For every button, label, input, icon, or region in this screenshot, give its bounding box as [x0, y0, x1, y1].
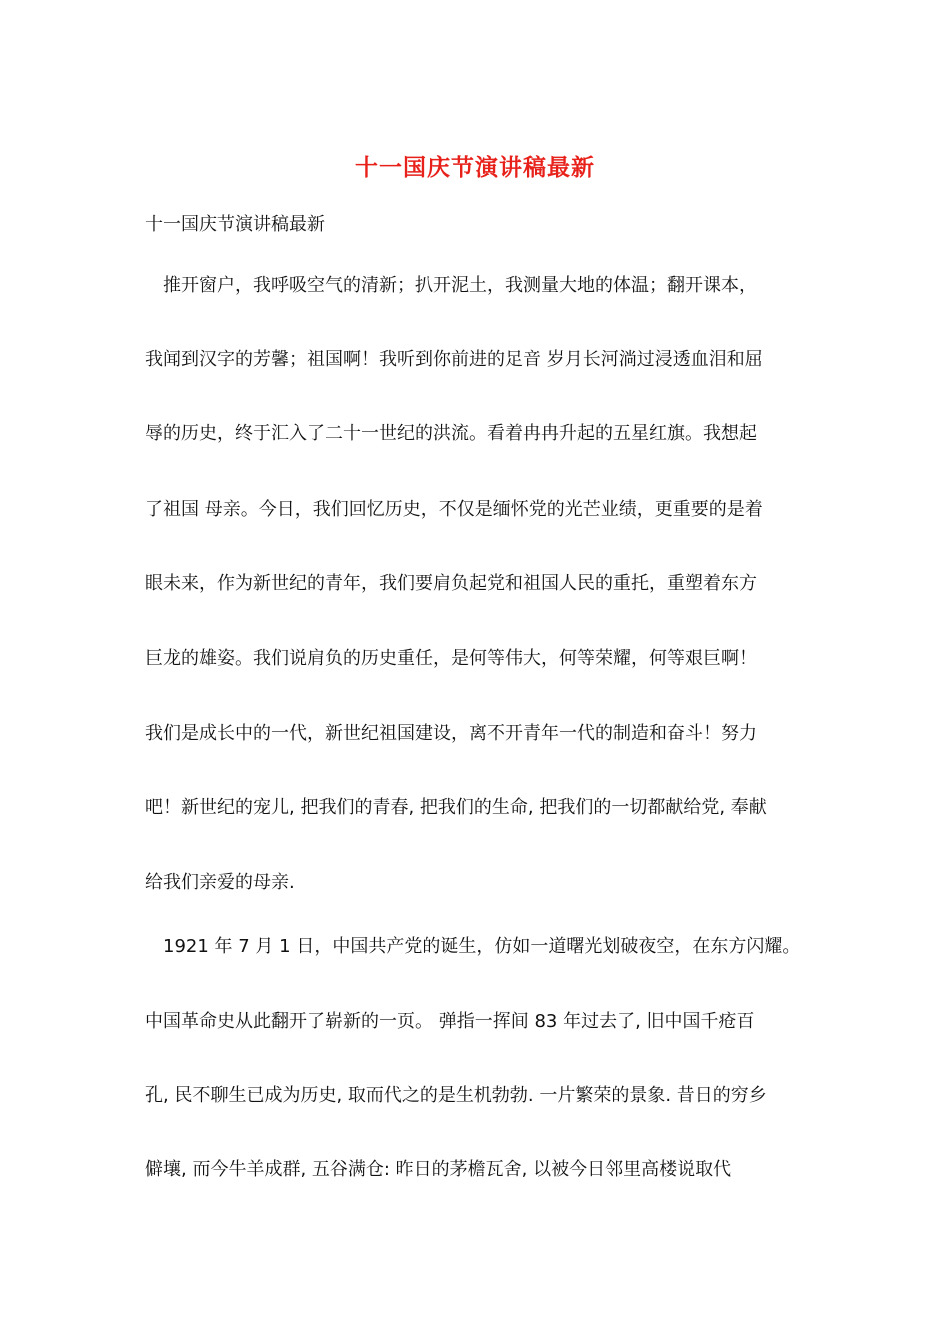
- paragraph-line: 僻壤, 而今牛羊成群, 五谷满仓: 昨日的茅檐瓦舍, 以被今日邻里高楼说取代: [145, 1159, 732, 1180]
- paragraph-line: 了祖国 母亲。今日，我们回忆历史，不仅是缅怀党的光芒业绩，更重要的是着: [145, 499, 763, 520]
- paragraph-line: 1921 年 7 月 1 日，中国共产党的诞生，仿如一道曙光划破夜空，在东方闪耀。: [145, 936, 801, 957]
- paragraph-line: 中国革命史从此翻开了崭新的一页。 弹指一挥间 83 年过去了, 旧中国千疮百: [145, 1011, 755, 1032]
- paragraph-line: 我闻到汉字的芳馨；祖国啊！我听到你前进的足音 岁月长河淌过浸透血泪和屈: [145, 349, 763, 370]
- paragraph-line: 给我们亲爱的母亲.: [145, 872, 295, 893]
- paragraph-line: 吧！新世纪的宠儿, 把我们的青春, 把我们的生命, 把我们的一切都献给党, 奉献: [145, 797, 767, 818]
- paragraph-line: 推开窗户，我呼吸空气的清新；扒开泥土，我测量大地的体温；翻开课本，: [145, 275, 757, 296]
- paragraph-line: 眼未来，作为新世纪的青年，我们要肩负起党和祖国人民的重托，重塑着东方: [145, 573, 757, 594]
- paragraph-line: 巨龙的雄姿。我们说肩负的历史重任，是何等伟大，何等荣耀，何等艰巨啊！: [145, 648, 757, 669]
- document-subtitle: 十一国庆节演讲稿最新: [145, 214, 325, 235]
- paragraph-line: 孔, 民不聊生已成为历史, 取而代之的是生机勃勃. 一片繁荣的景象. 昔日的穷乡: [145, 1085, 767, 1106]
- paragraph-line: 我们是成长中的一代，新世纪祖国建设，离不开青年一代的制造和奋斗！努力: [145, 723, 757, 744]
- paragraph-line: 辱的历史，终于汇入了二十一世纪的洪流。看着冉冉升起的五星红旗。我想起: [145, 423, 757, 444]
- document-title: 十一国庆节演讲稿最新: [355, 154, 595, 181]
